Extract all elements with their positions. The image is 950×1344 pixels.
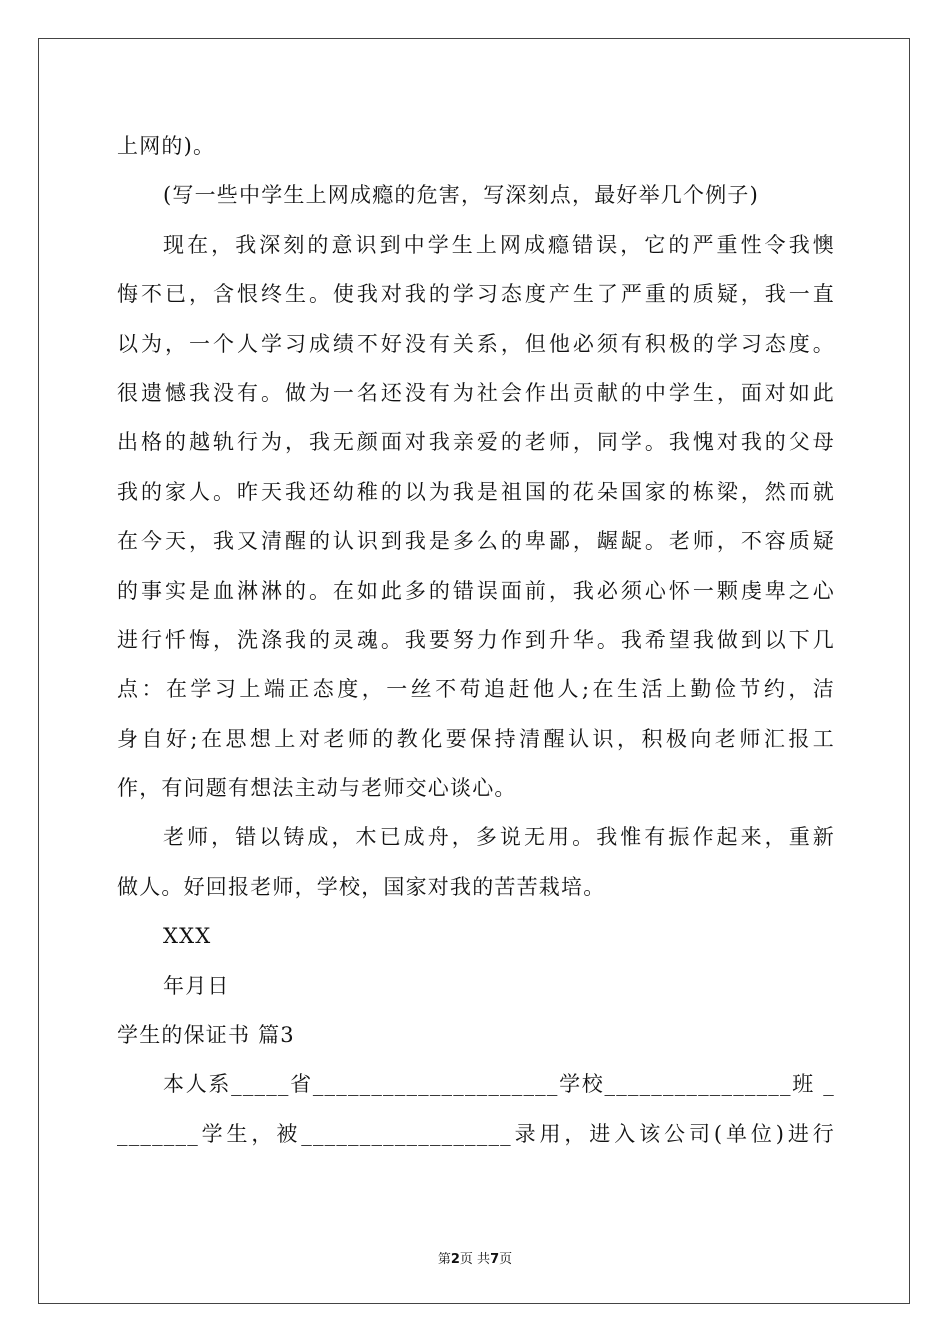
text-line: 悔不已，含恨终生。使我对我的学习态度产生了严重的质疑，我一直 [117,282,835,307]
text-line: 很遗憾我没有。做为一名还没有为社会作出贡献的中学生，面对如此 [117,380,835,405]
footer-prefix: 第 [437,1252,451,1267]
text-line: (写一些中学生上网成瘾的危害，写深刻点，最好举几个例子) [163,183,759,208]
document-body [117,122,835,1159]
signature-name: XXX [163,924,212,949]
text-line: 现在，我深刻的意识到中学生上网成瘾错误，它的严重性令我懊 [163,232,835,257]
page-footer [0,1248,950,1267]
text-line: _______学生，被__________________录用，进入该公司(单位)进行 [117,1121,835,1146]
text-line: 老师，错以铸成，木已成舟，多说无用。我惟有振作起来，重新 [163,825,835,850]
text-line: 在今天，我又清醒的认识到我是多么的卑鄙，龌龊。老师，不容质疑 [117,529,835,554]
section-heading: 学生的保证书 篇3 [117,1023,295,1048]
footer-suffix: 页 [499,1252,513,1267]
total-pages-number: 7 [490,1252,500,1267]
text-line: 上网的)。 [117,134,216,158]
text-line: 进行忏悔，洗涤我的灵魂。我要努力作到升华。我希望我做到以下几 [117,627,835,652]
text-line: 我的家人。昨天我还幼稚的以为我是祖国的花朵国家的栋梁，然而就 [117,479,835,504]
text-line: 身自好;在思想上对老师的教化要保持清醒认识，积极向老师汇报工 [117,726,835,751]
text-line: 的事实是血淋淋的。在如此多的错误面前，我必须心怀一颗虔卑之心 [117,578,835,603]
text-line: 做人。好回报老师，学校，国家对我的苦苦栽培。 [117,874,606,899]
text-line: 以为，一个人学习成绩不好没有关系，但他必须有积极的学习态度。 [117,331,835,356]
footer-mid: 页 共 [459,1252,491,1267]
text-line: 点：在学习上端正态度，一丝不苟追赶他人;在生活上勤俭节约，洁 [117,677,835,702]
signature-date: 年月日 [163,973,230,998]
current-page-number: 2 [450,1252,460,1267]
text-line: 作，有问题有想法主动与老师交心谈心。 [117,776,517,801]
text-line: 本人系_____省_____________________学校________________班 _ [163,1072,835,1097]
text-line: 出格的越轨行为，我无颜面对我亲爱的老师，同学。我愧对我的父母 [117,430,835,455]
